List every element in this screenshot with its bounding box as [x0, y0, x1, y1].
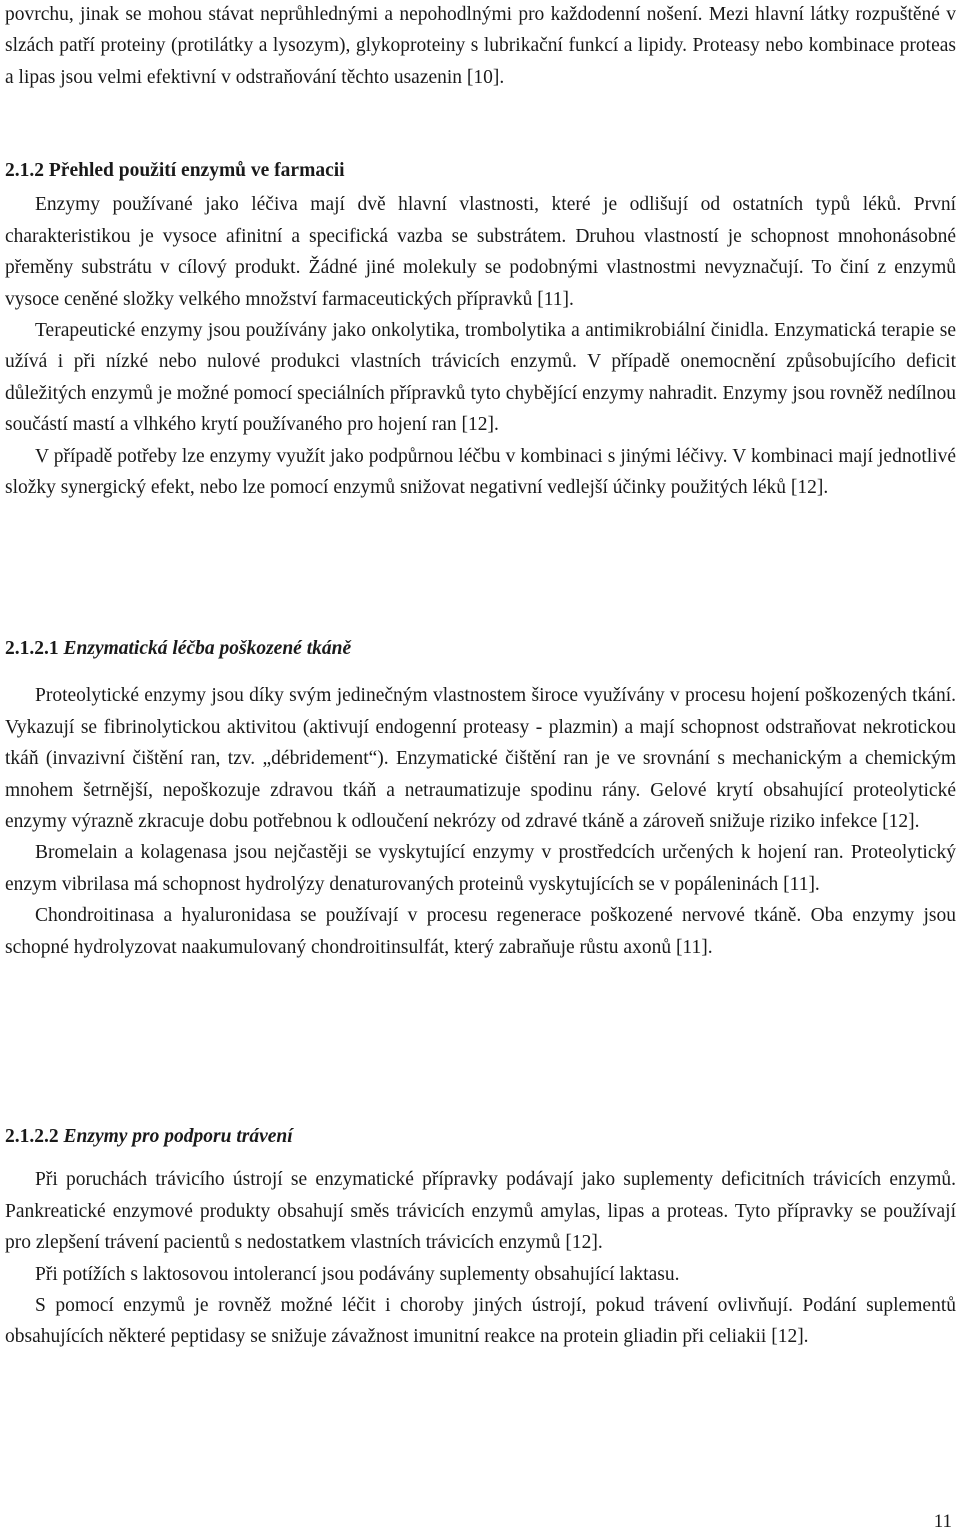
section-2-1-2 [5, 155, 956, 503]
section-2-1-2-1 [5, 633, 956, 963]
subsection-number: 2.1.2.1 [5, 638, 59, 659]
intro-section [5, 0, 956, 93]
paragraph: Chondroitinasa a hyaluronidasa se používají v procesu regenerace poškozené nervové tkáně. Oba enzymy jsou schopné hydrolyzovat naakumulovaný chondroitinsulfát, který zabraňuje růstu axonů [11]. [5, 905, 956, 958]
section-2-1-2-2 [5, 1121, 956, 1353]
paragraph: V případě potřeby lze enzymy využít jako podpůrnou léčbu v kombinaci s jinými léčivy. V kombinaci mají jednotlivé složky synergický efekt, nebo lze pomocí enzymů snižovat negativní vedlejší účinky použitých léků [12]. [5, 445, 956, 499]
subsection-number: 2.1.2.2 [5, 1126, 59, 1147]
paragraph: Bromelain a kolagenasa jsou nejčastěji se vyskytující enzymy v prostředcích určených k hojení ran. Proteolytický enzym vibrilasa má schopnost hydrolýzy denaturovaných proteinů vyskytujících se v popáleninách [11]. [5, 842, 956, 895]
paragraph: Terapeutické enzymy jsou používány jako onkolytika, trombolytika a antimikrobiální činidla. Enzymatická terapie se užívá i při nízké nebo nulové produkci vlastních trávicích enzymů. V případě onemocnění způsobujícího deficit důležitých enzymů je možné pomocí speciálních přípravků tyto chybějící enzymy nahradit. Enzymy jsou rovněž nedílnou součástí mastí a vlhkého krytí používaného pro hojení ran [12]. [5, 320, 956, 436]
subsection-title: Enzymatická léčba poškozené tkáně [63, 638, 352, 659]
subsection-title: Enzymy pro podporu trávení [63, 1126, 293, 1147]
paragraph: S pomocí enzymů je rovněž možné léčit i choroby jiných ústrojí, pokud trávení ovlivňují. Podání suplementů obsahujících některé peptidasy se snižuje závažnost imunitní reakce na protein gliadin při celiakii [12]. [5, 1295, 956, 1348]
subsection-heading [5, 633, 956, 664]
intro-paragraph: povrchu, jinak se mohou stávat neprůhlednými a nepohodlnými pro každodenní nošení. Mezi hlavní látky rozpuštěné v slzách patří proteiny (protilátky a lysozym), glykoproteiny s lubrikační funkcí a lipidy. Proteasy nebo kombinace proteas a lipas jsou velmi efektivní v odstraňování těchto usazenin [10]. [5, 4, 956, 88]
section-heading: 2.1.2 Přehled použití enzymů ve farmacii [5, 160, 345, 181]
paragraph: Při potížích s laktosovou intolerancí jsou podávány suplementy obsahující laktasu. [35, 1263, 680, 1285]
paragraph: Enzymy používané jako léčiva mají dvě hlavní vlastnosti, které je odlišují od ostatních typů léků. První charakteristikou je vysoce afinitní a specifická vazba se substrátem. Druhou vlastností je schopnost mnohonásobné přeměny substrátu v cílový produkt. Žádné jiné molekuly se podobnými vlastnostmi nevyznačují. To činí z enzymů vysoce ceněné složky velkého množství farmaceutických přípravků [11]. [5, 194, 956, 310]
paragraph: Při poruchách trávicího ústrojí se enzymatické přípravky podávají jako suplementy deficitních trávicích enzymů. Pankreatické enzymové produkty obsahují směs trávicích enzymů amylas, lipas a proteas. Tyto přípravky se používají pro zlepšení trávení pacientů s nedostatkem vlastních trávicích enzymů [12]. [5, 1169, 956, 1254]
paragraph: Proteolytické enzymy jsou díky svým jedinečným vlastnostem široce využívány v procesu hojení poškozených tkání. Vykazují se fibrinolytickou aktivitou (aktivují endogenní proteasy - plazmin) a mají schopnost odstraňovat nekrotickou tkáň (invazivní čištění ran, tzv. „débridement“). Enzymatické čištění ran je ve srovnání s mechanickým a chemickým mnohem šetrnější, nepoškozuje zdravou tkáň a netraumatizuje spodinu rány. Gelové krytí obsahující proteolytické enzymy výrazně zkracuje dobu potřebnou k odloučení nekrózy od zdravé tkáně a zároveň snižuje riziko infekce [12]. [5, 685, 956, 833]
subsection-heading [5, 1121, 956, 1152]
page-number: 11 [933, 1511, 952, 1532]
